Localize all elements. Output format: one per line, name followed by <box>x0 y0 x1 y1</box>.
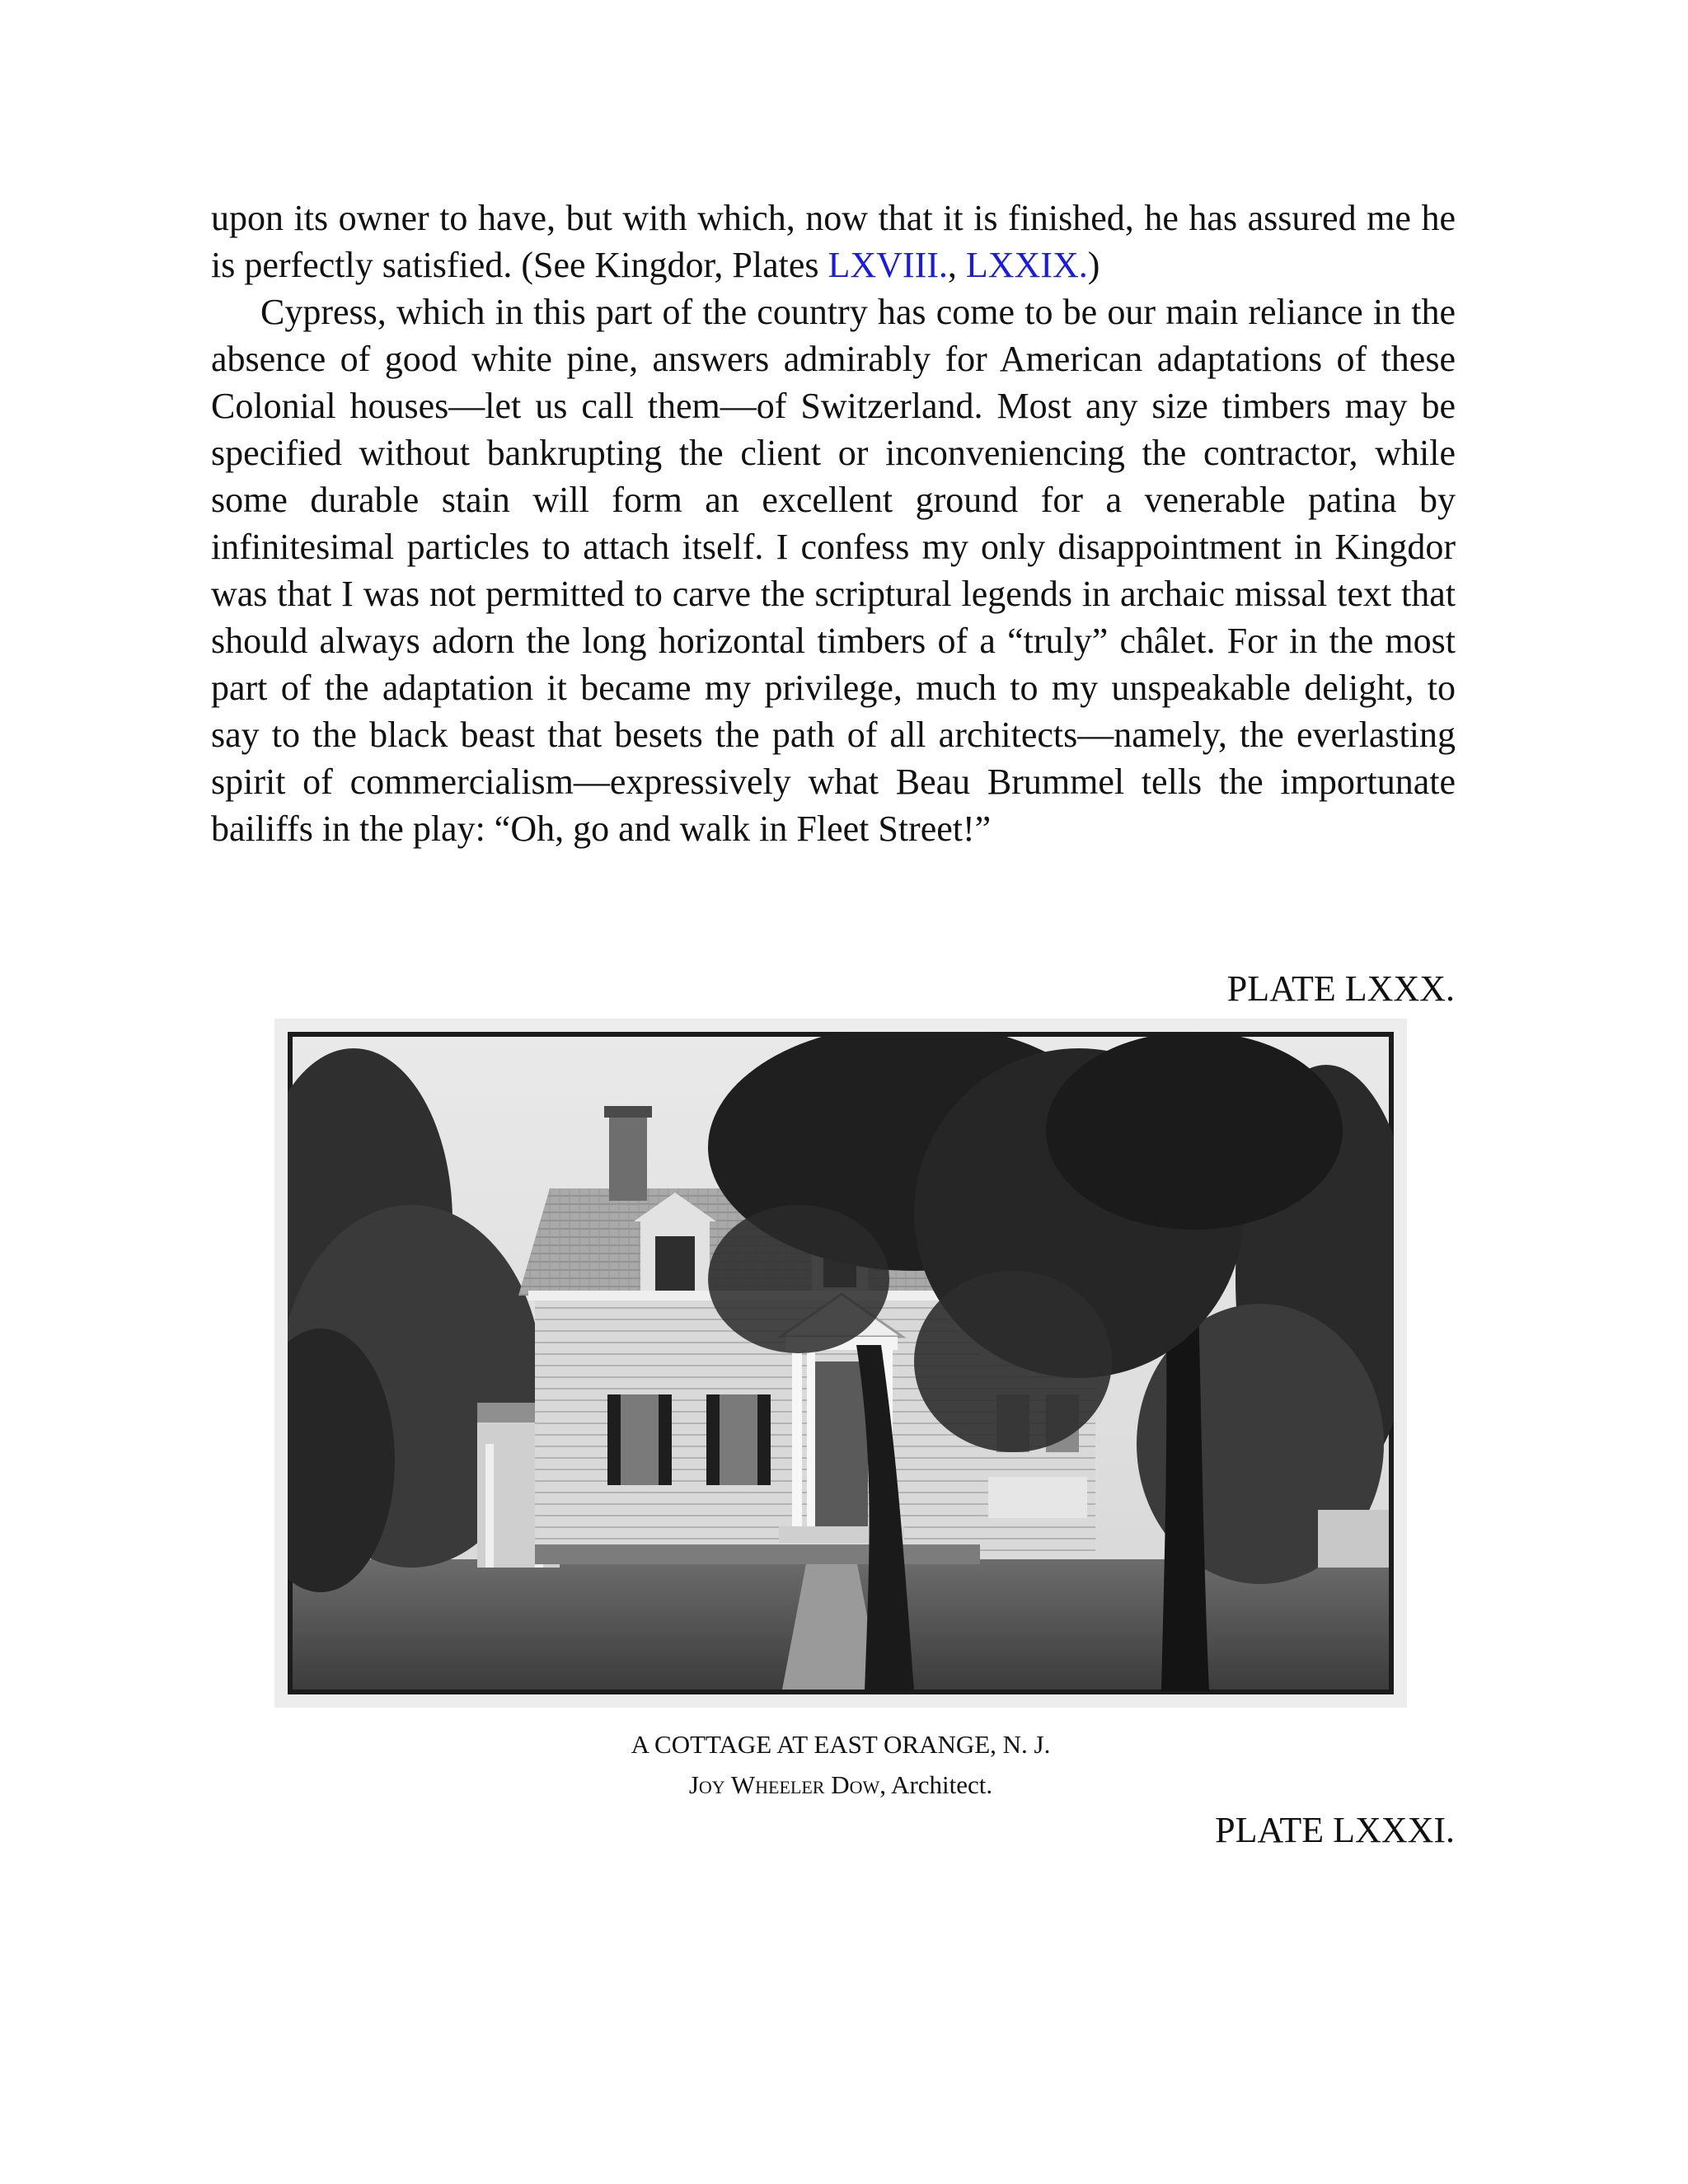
photo-cottage-east-orange <box>274 1019 1407 1708</box>
body-text <box>211 194 1456 852</box>
paragraph-continued: upon its owner to have, but with which, now that it is finished, he has assured me he is perfectly satisfied. (See Kingdor, Plates LXVIII., LXXIX.) <box>211 198 1456 285</box>
plate-heading-lxxx: PLATE LXXX. <box>1226 968 1455 1009</box>
plate-heading-lxxxi: PLATE LXXXI. <box>1215 1810 1455 1850</box>
architect-suffix: , Architect. <box>879 1770 993 1799</box>
figure-caption-credit <box>274 1769 1407 1802</box>
paragraph-cypress: Cypress, which in this part of the country has come to be our main reliance in the absence of good white pine, answers admirably for American adaptations of these Colonial houses—let us call them—of Switzerland. Most any size timbers may be specified without bankrupting the client or inconveniencing the contractor, while some durable stain will form an excellent ground for a venerable patina by infinitesimal particles to attach itself. I confess my only disappointment in Kingdor was that I was not permitted to carve the scriptural legends in archaic missal text that should always adorn the long horizontal timbers of a “truly” châlet. For in the most part of the adaptation it became my privilege, much to my unspeakable delight, to say to the black beast that besets the path of all architects—namely, the everlasting spirit of commercialism—expressively what Beau Brummel tells the importunate bailiffs in the play: “Oh, go and walk in Fleet Street!” <box>211 292 1456 849</box>
house-photo-illustration <box>288 1032 1394 1694</box>
link-plate-lxviii[interactable]: LXVIII. <box>828 245 948 285</box>
figure-caption-title: A COTTAGE AT EAST ORANGE, N. J. <box>631 1730 1051 1759</box>
link-plate-lxxix[interactable]: LXXIX. <box>965 245 1088 285</box>
architect-name: Joy Wheeler Dow <box>688 1770 880 1799</box>
